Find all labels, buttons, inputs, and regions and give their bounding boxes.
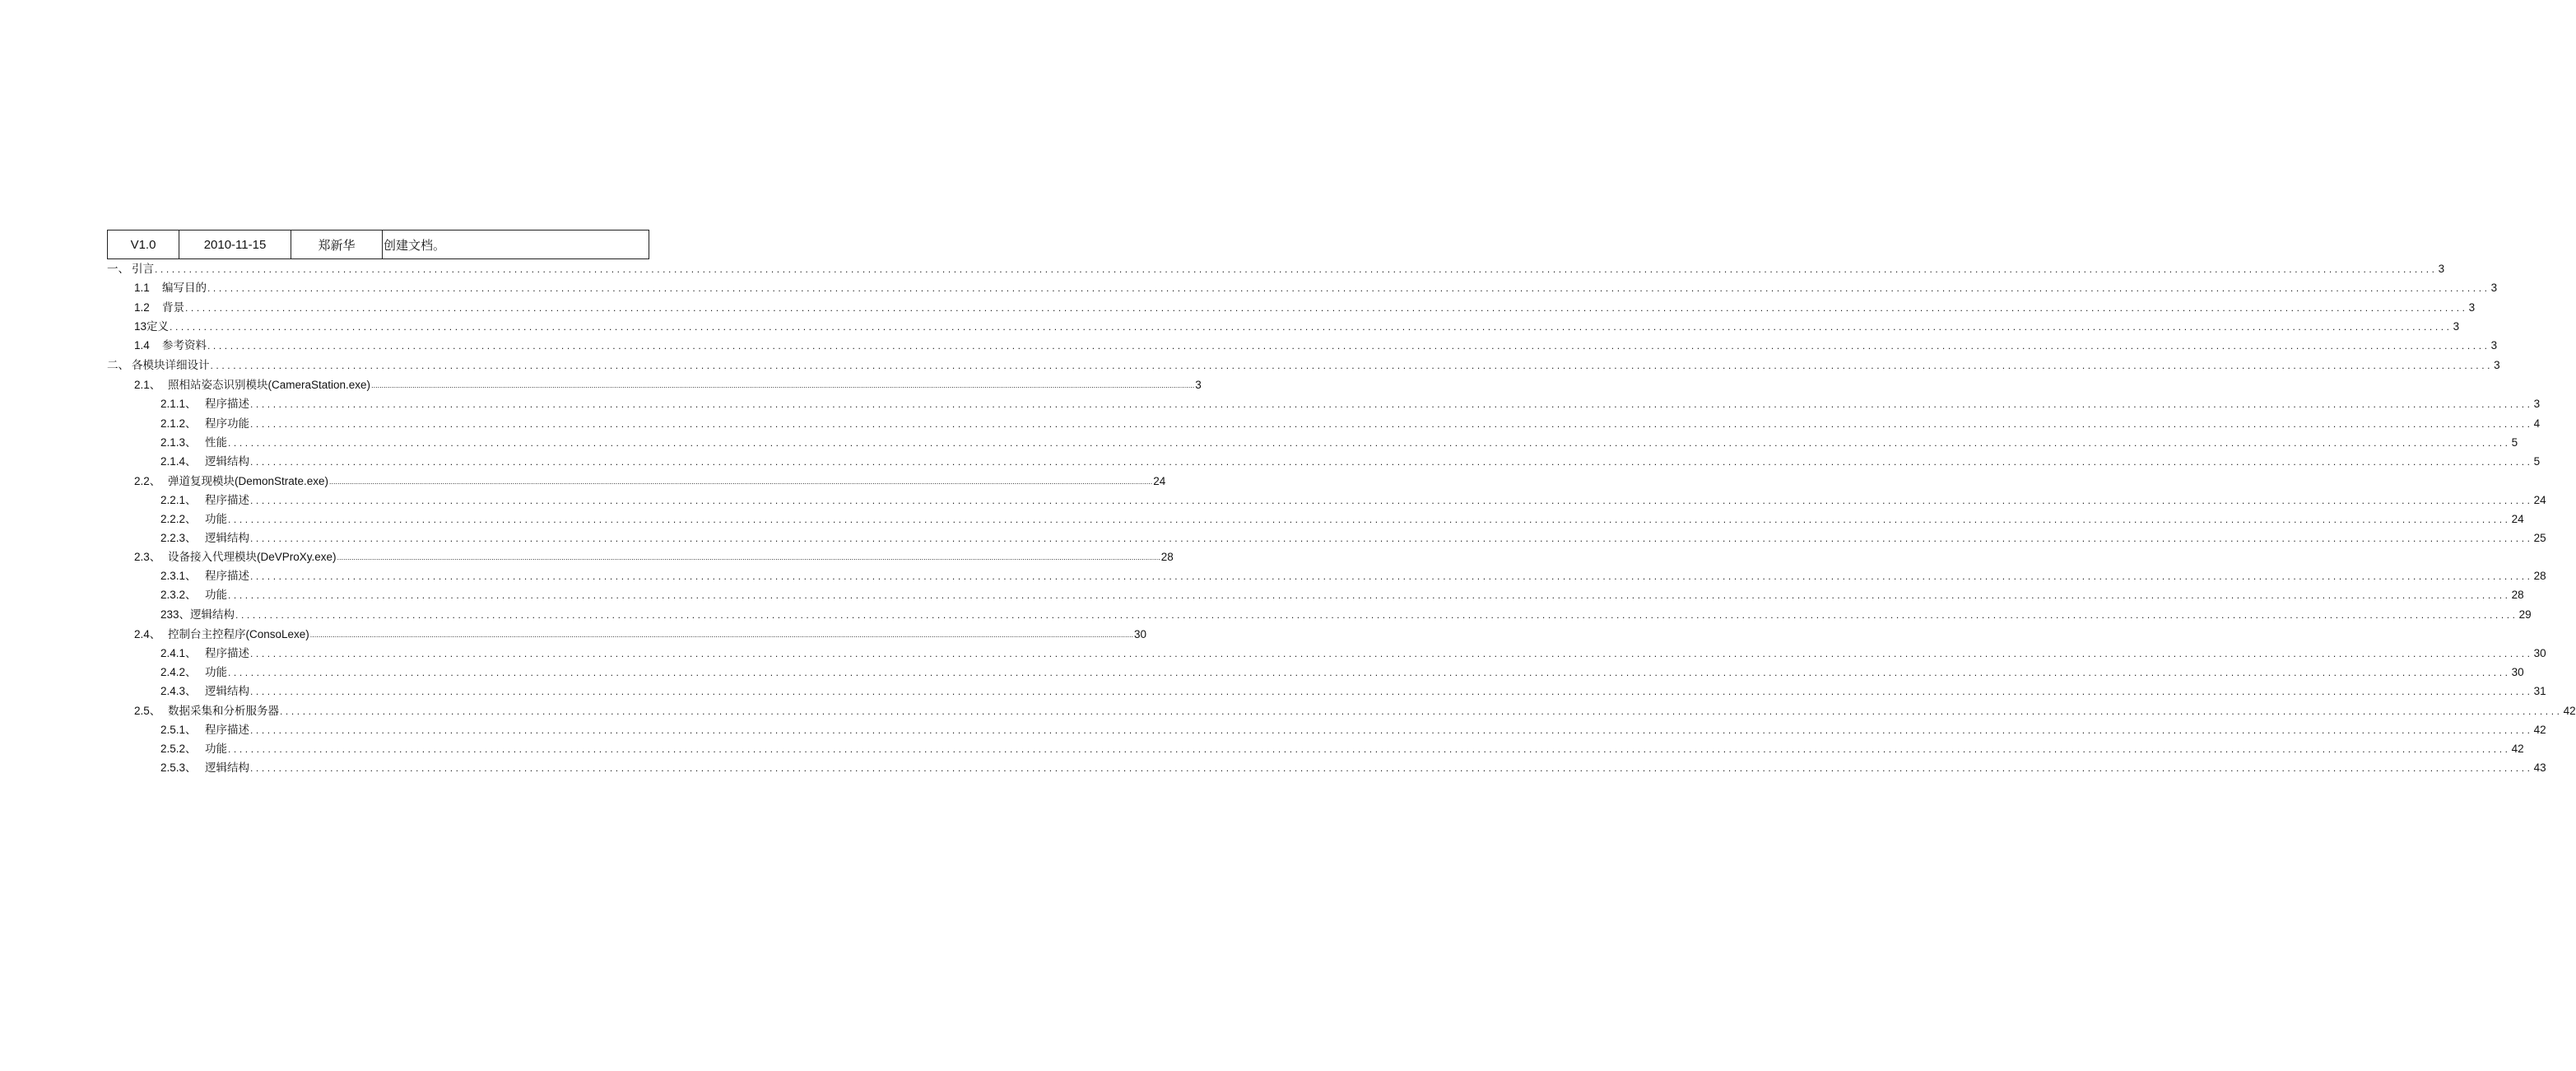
toc-entry-page-number: 5 [2511,436,2518,449]
toc-entry[interactable] [160,741,2524,757]
toc-entry-page-number: 3 [1195,379,1202,391]
toc-entry-title: 控制台主控程序(ConsoLexe) [168,628,309,641]
toc-entry-page-number: 28 [1160,551,1174,563]
toc-entry-title: 程序描述 [205,494,249,507]
toc-entry[interactable] [134,280,2498,296]
toc-dot-leader: ................................................................................................................................................................................................................................................................................................................................................................................................................ [250,570,2533,582]
toc-entry-title: 各模块详细设计 [132,359,210,372]
toc-entry-number: 1.2 [134,301,150,314]
toc-entry-page-number: 3 [2490,339,2498,352]
revision-date: 2010-11-15 [179,230,291,258]
toc-dot-leader: ................................................................................................................................................................................................................................................................................................................................................................................................................ [250,648,2533,659]
toc-entry-page-number: 30 [2533,647,2546,659]
toc-entry-page-number: 30 [2511,666,2524,678]
toc-dot-leader: ................................................................................................................................................................................................................................................................................................................................................................................................................ [329,477,1153,486]
toc-dot-leader: ................................................................................................................................................................................................................................................................................................................................................................................................................ [207,282,2490,294]
revision-note: 创建文档。 [382,230,649,258]
toc-dot-leader: ................................................................................................................................................................................................................................................................................................................................................................................................................ [228,514,2511,525]
toc-entry-title: 程序描述 [205,570,249,583]
toc-entry[interactable] [134,549,1174,566]
toc-entry-page-number: 3 [2490,282,2498,294]
toc-entry[interactable] [134,703,2576,719]
toc-entry-number: 2.2、 [134,475,161,487]
toc-entry-page-number: 31 [2533,685,2546,697]
toc-entry[interactable] [160,683,2546,700]
toc-entry-number: 2.3.2、 [160,589,197,601]
toc-entry-title: 功能 [205,589,227,602]
toc-entry-page-number: 24 [2511,513,2524,525]
toc-entry-page-number: 42 [2563,705,2576,717]
toc-entry-title: 背景 [162,301,184,314]
toc-dot-leader: ................................................................................................................................................................................................................................................................................................................................................................................................................ [228,743,2511,755]
toc-entry-number: 1.1 [134,282,150,294]
toc-dot-leader: ................................................................................................................................................................................................................................................................................................................................................................................................................ [250,418,2533,430]
toc-entry-title: 逻辑结构 [190,608,235,622]
toc-dot-leader: ................................................................................................................................................................................................................................................................................................................................................................................................................ [309,631,1133,639]
toc-entry-title: 引言 [132,263,154,276]
toc-entry-number: 2.4.3、 [160,685,197,697]
toc-entry-title: 逻辑结构 [205,761,249,775]
toc-entry-number: 一、 [107,263,129,275]
revision-table [107,230,649,259]
toc-entry-page-number: 3 [2453,320,2460,333]
toc-entry[interactable] [160,722,2546,738]
toc-entry-number: 2.3.1、 [160,570,197,582]
toc-entry[interactable] [160,607,2532,623]
toc-entry[interactable] [160,568,2546,584]
toc-dot-leader: ................................................................................................................................................................................................................................................................................................................................................................................................................ [371,381,1195,389]
toc-entry-number: 2.2.2、 [160,513,197,525]
toc-entry-title: 程序描述 [205,647,249,660]
toc-dot-leader: ................................................................................................................................................................................................................................................................................................................................................................................................................ [170,321,2453,333]
toc-entry-title: 照相站姿态识别模块(CameraStation.exe) [168,379,371,392]
toc-entry[interactable] [134,300,2476,316]
toc-entry-number: 2.1.4、 [160,455,197,468]
toc-entry-title: 性能 [205,436,227,449]
toc-entry-page-number: 24 [2533,494,2546,506]
toc-dot-leader: ................................................................................................................................................................................................................................................................................................................................................................................................................ [210,360,2494,371]
toc-entry-title: 逻辑结构 [205,455,249,468]
toc-entry[interactable] [160,760,2546,776]
toc-dot-leader: ................................................................................................................................................................................................................................................................................................................................................................................................................ [250,686,2533,697]
toc-entry-title: 逻辑结构 [205,532,249,545]
toc-entry-number: 13 [134,320,147,333]
toc-entry[interactable] [160,435,2518,451]
toc-dot-leader: ................................................................................................................................................................................................................................................................................................................................................................................................................ [250,724,2533,736]
toc-entry[interactable] [160,416,2541,432]
toc-entry-page-number: 3 [2533,398,2541,410]
toc-entry-number: 2.1、 [134,379,161,391]
toc-dot-leader: ................................................................................................................................................................................................................................................................................................................................................................................................................ [250,533,2533,544]
toc-entry-number: 2.4、 [134,628,161,640]
toc-dot-leader: ................................................................................................................................................................................................................................................................................................................................................................................................................ [280,705,2563,717]
toc-entry-title: 程序描述 [205,724,249,737]
toc-entry[interactable] [107,357,2500,374]
toc-entry-page-number: 24 [1153,475,1166,487]
toc-entry-page-number: 29 [2518,608,2532,621]
revision-author: 郑新华 [291,230,382,258]
toc-entry-title: 程序功能 [205,417,249,431]
toc-entry[interactable] [134,319,2460,335]
toc-entry-number: 2.2.3、 [160,532,197,544]
toc-entry-number: 2.3、 [134,551,161,563]
toc-entry[interactable] [160,492,2546,509]
toc-entry-title: 功能 [205,743,227,756]
toc-dot-leader: ................................................................................................................................................................................................................................................................................................................................................................................................................ [155,263,2438,275]
toc-entry-page-number: 42 [2511,743,2524,755]
toc-entry[interactable] [107,261,2445,277]
toc-dot-leader: ................................................................................................................................................................................................................................................................................................................................................................................................................ [250,762,2533,774]
toc-entry[interactable] [160,530,2546,547]
toc-entry-page-number: 3 [2468,301,2476,314]
toc-entry[interactable] [160,511,2524,528]
toc-entry-title: 定义 [146,320,170,333]
toc-entry[interactable] [134,377,1202,393]
toc-entry[interactable] [160,664,2524,681]
toc-entry-title: 功能 [205,513,227,526]
toc-entry-title: 逻辑结构 [205,685,249,698]
toc-entry-number: 2.1.3、 [160,436,197,449]
toc-entry-number: 2.5.3、 [160,761,197,774]
toc-entry-page-number: 5 [2533,455,2541,468]
toc-entry-number: 1.4 [134,339,150,352]
toc-entry[interactable] [160,454,2541,470]
toc-entry[interactable] [160,645,2546,662]
toc-entry-page-number: 28 [2511,589,2524,601]
toc-entry-page-number: 30 [1134,628,1147,640]
toc-entry-page-number: 43 [2533,761,2546,774]
toc-dot-leader: ................................................................................................................................................................................................................................................................................................................................................................................................................ [250,456,2533,468]
toc-entry-title: 弹道复现模块(DemonStrate.exe) [168,475,329,488]
toc-entry[interactable] [134,473,1166,490]
toc-entry-page-number: 28 [2533,570,2546,582]
toc-entry-page-number: 3 [2494,359,2500,371]
toc-entry[interactable] [134,626,1147,643]
toc-dot-leader: ................................................................................................................................................................................................................................................................................................................................................................................................................ [250,495,2533,506]
toc-dot-leader: ................................................................................................................................................................................................................................................................................................................................................................................................................ [228,437,2511,449]
toc-entry-number: 2.1.2、 [160,417,197,430]
toc-dot-leader: ................................................................................................................................................................................................................................................................................................................................................................................................................ [228,667,2511,678]
toc-entry[interactable] [134,338,2498,354]
toc-dot-leader: ................................................................................................................................................................................................................................................................................................................................................................................................................ [250,398,2533,410]
toc-entry-number: 2.1.1、 [160,398,197,410]
toc-entry-title: 数据采集和分析服务器 [168,705,279,718]
revision-version: V1.0 [130,237,156,252]
toc-dot-leader: ................................................................................................................................................................................................................................................................................................................................................................................................................ [235,609,2518,621]
toc-entry-title: 编写目的 [162,282,207,295]
toc-entry-number: 2.2.1、 [160,494,197,506]
toc-entry-page-number: 42 [2533,724,2546,736]
toc-entry-number: 2.5、 [134,705,161,717]
toc-entry-page-number: 25 [2533,532,2546,544]
toc-entry-number: 二、 [107,359,129,371]
toc-entry-number: 2.5.1、 [160,724,197,736]
toc-entry-title: 参考资料 [162,339,207,352]
toc-dot-leader: ................................................................................................................................................................................................................................................................................................................................................................................................................ [207,340,2490,352]
toc-entry-title: 程序描述 [205,398,249,411]
toc-entry-title: 功能 [205,666,227,679]
toc-entry-page-number: 4 [2533,417,2541,430]
toc-dot-leader: ................................................................................................................................................................................................................................................................................................................................................................................................................ [337,553,1160,561]
toc-entry-number: 233、 [160,608,191,621]
toc-entry-number: 2.4.1、 [160,647,197,659]
toc-entry-number: 2.4.2、 [160,666,197,678]
toc-entry-title: 设备接入代理模块(DeVProXy.exe) [168,551,337,564]
toc-entry-page-number: 3 [2438,263,2445,275]
toc-entry[interactable] [160,587,2524,603]
toc-entry-number: 2.5.2、 [160,743,197,755]
toc-entry[interactable] [160,396,2541,412]
toc-dot-leader: ................................................................................................................................................................................................................................................................................................................................................................................................................ [185,302,2468,314]
toc-dot-leader: ................................................................................................................................................................................................................................................................................................................................................................................................................ [228,589,2511,601]
